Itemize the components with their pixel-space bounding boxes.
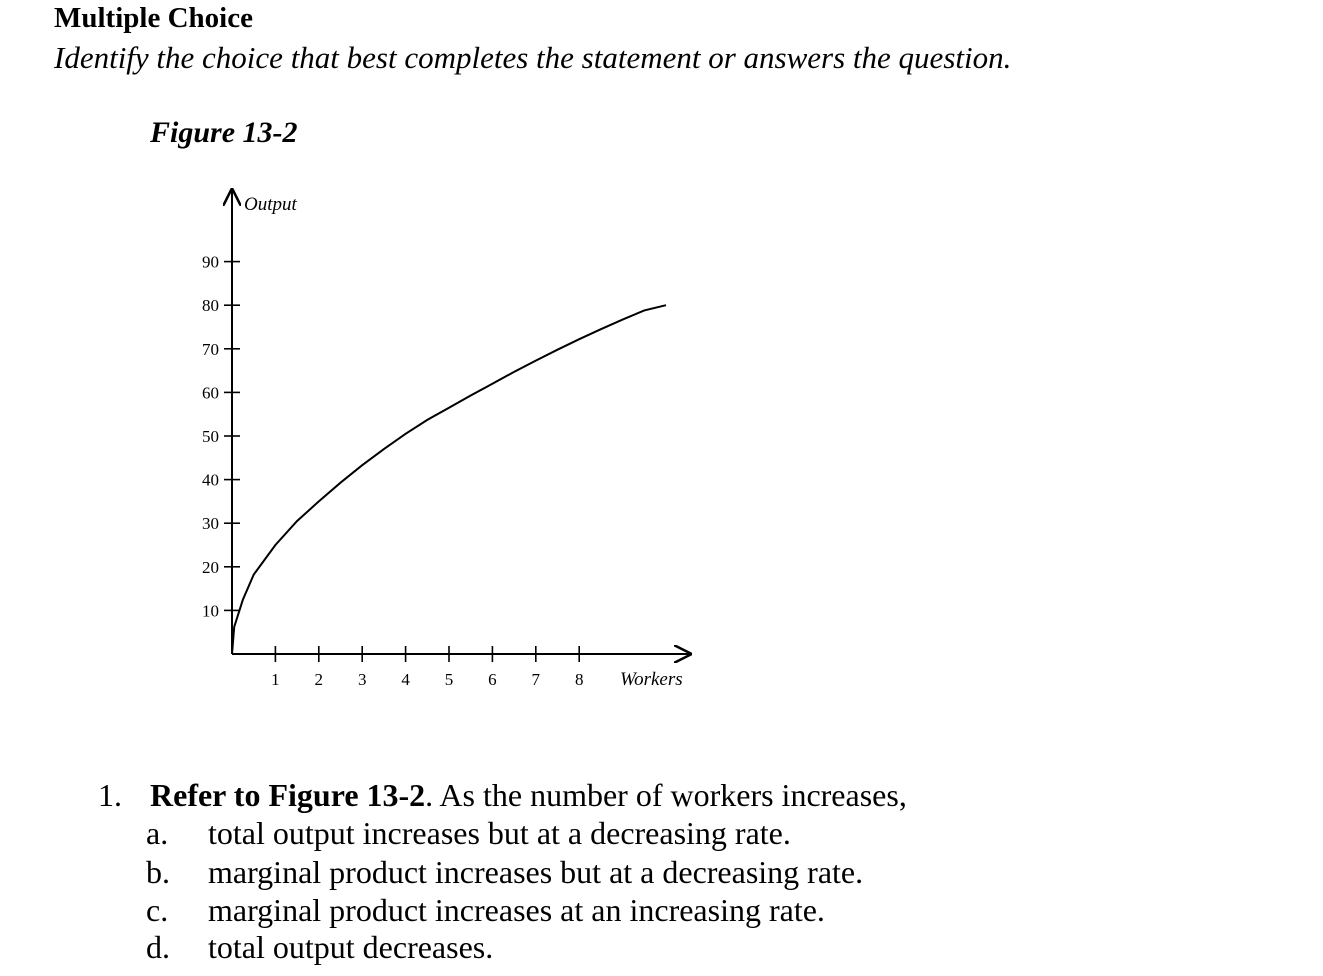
choice-b[interactable] <box>146 853 863 891</box>
choice-c[interactable] <box>146 891 825 929</box>
x-tick-label: 7 <box>531 670 541 689</box>
x-tick-label: 5 <box>444 670 454 689</box>
choice-a[interactable] <box>146 814 791 852</box>
choice-d-text: total output decreases. <box>208 929 494 965</box>
x-tick-label: 4 <box>401 670 410 689</box>
y-axis-label: Output <box>244 194 297 215</box>
question-stem <box>150 776 907 814</box>
choice-c-text: marginal product increases at an increasing rate. <box>208 892 825 928</box>
y-tick-label: 60 <box>202 383 219 403</box>
choice-a-letter: a. <box>146 815 169 851</box>
choice-b-letter: b. <box>146 854 170 890</box>
x-tick-label: 3 <box>357 670 367 689</box>
y-tick-label: 40 <box>202 470 219 490</box>
question-number: 1. <box>98 777 122 813</box>
y-tick-label: 70 <box>202 339 219 359</box>
y-tick-label: 10 <box>202 601 219 621</box>
total-output-curve <box>232 305 666 654</box>
y-tick-label: 20 <box>202 557 219 577</box>
question-stem-bold: Refer to Figure 13-2 <box>150 777 426 813</box>
question-stem-rest: . As the number of workers increases, <box>425 777 907 813</box>
y-tick-label: 30 <box>202 514 219 534</box>
x-tick-label: 1 <box>271 670 280 689</box>
x-tick-label: 6 <box>488 670 497 689</box>
choice-d[interactable] <box>146 928 493 966</box>
figure-title: Figure 13-2 <box>150 116 298 149</box>
y-tick-label: 90 <box>202 252 219 272</box>
y-tick-label: 80 <box>202 296 219 316</box>
instructions: Identify the choice that best completes the statement or answers the question. <box>54 40 1012 75</box>
x-tick-label: 8 <box>574 670 584 689</box>
choice-c-letter: c. <box>146 892 169 928</box>
x-axis-label: Workers <box>620 669 683 690</box>
choice-b-text: marginal product increases but at a decreasing rate. <box>208 854 864 890</box>
choice-d-letter: d. <box>146 929 170 965</box>
section-title: Multiple Choice <box>54 2 253 34</box>
x-tick-label: 2 <box>314 670 324 689</box>
y-tick-label: 50 <box>202 427 219 446</box>
choice-a-text: total output increases but at a decreasing rate. <box>208 815 791 851</box>
